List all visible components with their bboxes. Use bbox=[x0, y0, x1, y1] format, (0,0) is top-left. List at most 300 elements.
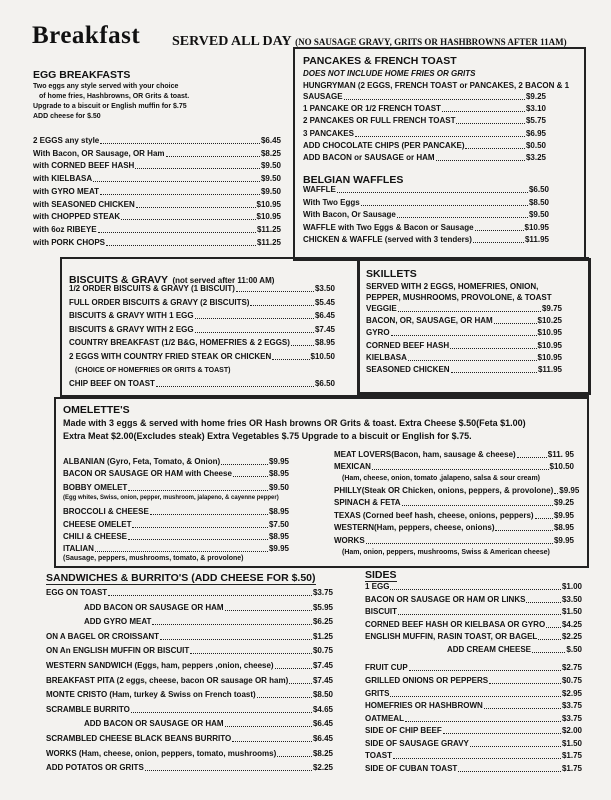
item-price: $10.95 bbox=[537, 340, 562, 350]
item-name: WAFFLE bbox=[303, 185, 336, 194]
menu-item bbox=[33, 239, 281, 247]
menu-item bbox=[303, 224, 549, 232]
item-name: CHICKEN & WAFFLE (served with 3 tenders) bbox=[303, 235, 472, 245]
item-name: COUNTRY BREAKFAST (1/2 B&G, HOMEFRIES & 2 EGGS) bbox=[69, 338, 290, 348]
leader-dots bbox=[225, 610, 312, 611]
leader-dots bbox=[233, 476, 268, 477]
menu-item bbox=[365, 690, 582, 698]
item-price: $9.95 bbox=[553, 536, 574, 545]
omelette-desc-2: Extra Meat $2.00(Excludes steak) Extra Vegetables $.75 Upgrade to a biscuit or English for $.75. bbox=[63, 431, 472, 441]
item-price: $9.50 bbox=[260, 174, 281, 184]
menu-item bbox=[69, 339, 335, 347]
leader-dots bbox=[442, 111, 525, 112]
menu-item bbox=[84, 604, 333, 612]
item-name: BISCUITS & GRAVY WITH 2 EGG bbox=[69, 324, 194, 334]
leader-dots bbox=[100, 143, 260, 144]
item-price: $10.95 bbox=[256, 199, 281, 209]
menu-item bbox=[365, 765, 582, 773]
leader-dots bbox=[405, 721, 561, 722]
item-price: $7.45 bbox=[314, 324, 335, 334]
leader-dots bbox=[195, 332, 314, 333]
item-name: ON An ENGLISH MUFFIN OR BISCUIT bbox=[46, 646, 190, 656]
leader-dots bbox=[484, 708, 561, 709]
item-name: OATMEAL bbox=[365, 713, 404, 723]
menu-item bbox=[63, 533, 289, 541]
item-price: $3.50 bbox=[314, 284, 335, 293]
menu-item bbox=[303, 93, 546, 101]
item-price: $1.50 bbox=[561, 607, 582, 617]
menu-item bbox=[366, 342, 562, 350]
item-name: 1/2 ORDER BISCUITS & GRAVY (1 BISCUIT) bbox=[69, 284, 235, 293]
item-name: with GYRO MEAT bbox=[33, 186, 100, 196]
mexican-note: (Ham, cheese, onion, tomato ,jalapeno, salsa & sour cream) bbox=[342, 475, 541, 482]
leader-dots bbox=[190, 653, 312, 654]
menu-item bbox=[63, 521, 289, 529]
leader-dots bbox=[100, 194, 260, 195]
menu-item bbox=[63, 470, 289, 478]
leader-dots bbox=[225, 726, 312, 727]
item-name: ON A BAGEL OR CROISSANT bbox=[46, 631, 160, 641]
item-name: PHILLY(Steak OR Chicken, onions, peppers, & provolone) bbox=[334, 486, 554, 495]
menu-item bbox=[33, 213, 281, 221]
works-note: (Ham, onion, peppers, mushrooms, Swiss & American cheese) bbox=[342, 549, 550, 556]
leader-dots bbox=[250, 305, 314, 306]
item-name: ADD BACON OR SAUSAGE OR HAM bbox=[84, 719, 224, 729]
menu-item bbox=[63, 458, 289, 466]
skillets-heading: SKILLETS bbox=[366, 268, 417, 280]
leader-dots bbox=[489, 683, 561, 684]
item-name: CORNED BEEF HASH bbox=[366, 340, 450, 350]
menu-item bbox=[303, 236, 549, 244]
item-name: CHILI & CHEESE bbox=[63, 532, 128, 541]
item-price: $2.75 bbox=[561, 663, 582, 673]
leader-dots bbox=[451, 372, 537, 373]
menu-item bbox=[365, 583, 582, 591]
item-price: $6.25 bbox=[312, 617, 333, 627]
item-price: $8.95 bbox=[268, 469, 289, 478]
leader-dots bbox=[275, 668, 312, 669]
leader-dots bbox=[526, 602, 561, 603]
item-name: ALBANIAN (Gyro, Feta, Tomato, & Onion) bbox=[63, 457, 221, 466]
menu-item bbox=[63, 484, 289, 492]
item-name: BOBBY OMELET bbox=[63, 483, 128, 492]
item-price: $11.95 bbox=[524, 235, 549, 245]
menu-item bbox=[334, 451, 574, 459]
leader-dots bbox=[232, 741, 312, 742]
leader-dots bbox=[390, 589, 561, 590]
leader-dots bbox=[366, 543, 553, 544]
item-price: $2.00 bbox=[561, 726, 582, 735]
leader-dots bbox=[195, 318, 314, 319]
item-price: $10.50 bbox=[549, 462, 574, 471]
menu-item bbox=[365, 633, 582, 641]
menu-item bbox=[366, 354, 562, 362]
item-name: SCRAMBLED CHEESE BLACK BEANS BURRITO bbox=[46, 734, 232, 743]
item-price: $9.25 bbox=[553, 498, 574, 507]
item-name: with 6oz RIBEYE bbox=[33, 224, 97, 234]
menu-item bbox=[46, 662, 333, 670]
leader-dots bbox=[156, 386, 314, 387]
menu-item bbox=[33, 137, 281, 145]
leader-dots bbox=[93, 181, 260, 182]
menu-item bbox=[46, 647, 333, 655]
leader-dots bbox=[470, 746, 561, 747]
item-name: with CHOPPED STEAK bbox=[33, 212, 121, 222]
leader-dots bbox=[132, 527, 268, 528]
leader-dots bbox=[272, 359, 309, 360]
item-price: $8.95 bbox=[314, 338, 335, 348]
item-name: ADD GYRO MEAT bbox=[84, 617, 152, 627]
menu-item bbox=[365, 715, 582, 723]
item-price: $6.45 bbox=[312, 719, 333, 729]
leader-dots bbox=[291, 345, 314, 346]
item-price: $9.50 bbox=[268, 483, 289, 492]
leader-dots bbox=[166, 156, 260, 157]
leader-dots bbox=[409, 670, 561, 671]
pancakes-note: DOES NOT INCLUDE HOME FRIES OR GRITS bbox=[303, 69, 476, 78]
item-name: with PORK CHOPS bbox=[33, 237, 106, 247]
menu-item bbox=[33, 150, 281, 158]
waffles-heading: BELGIAN WAFFLES bbox=[303, 174, 404, 186]
item-name: GRITS bbox=[365, 688, 390, 698]
egg-desc-1: Two eggs any style served with your choice bbox=[33, 83, 179, 90]
menu-item bbox=[365, 608, 582, 616]
hungryman-line1: HUNGRYMAN (2 EGGS, FRENCH TOAST or PANCAKES, 2 BACON & 1 bbox=[303, 81, 570, 90]
menu-item bbox=[334, 486, 580, 495]
item-price: $2.25 bbox=[312, 763, 333, 773]
item-price: $0.75 bbox=[312, 646, 333, 656]
leader-dots bbox=[532, 652, 565, 653]
item-name: 2 EGGS any style bbox=[33, 136, 100, 145]
menu-item bbox=[69, 380, 335, 388]
menu-item bbox=[365, 727, 582, 735]
leader-dots bbox=[361, 205, 528, 206]
leader-dots bbox=[465, 148, 524, 149]
item-name: 2 PANCAKES OR FULL FRENCH TOAST bbox=[303, 116, 456, 126]
sides-heading: SIDES bbox=[365, 569, 397, 581]
item-name: 1 PANCAKE OR 1/2 FRENCH TOAST bbox=[303, 104, 441, 114]
leader-dots bbox=[436, 160, 525, 161]
item-price: $9.95 bbox=[559, 486, 580, 495]
item-price: $10.25 bbox=[537, 316, 562, 326]
leader-dots bbox=[277, 756, 312, 757]
item-name: With Two Eggs bbox=[303, 197, 360, 207]
item-name: SIDE OF CHIP BEEF bbox=[365, 726, 442, 735]
item-name: BACON OR SAUSAGE OR HAM OR LINKS bbox=[365, 594, 526, 604]
item-price: $3.75 bbox=[561, 701, 582, 710]
menu-item bbox=[365, 677, 582, 685]
served-note: (NO SAUSAGE GRAVY, GRITS OR HASHBROWNS AFTER 11AM) bbox=[295, 37, 567, 47]
biscuits-heading-note: (not served after 11:00 AM) bbox=[172, 276, 275, 285]
item-price: $8.95 bbox=[553, 523, 574, 532]
item-name: WESTERN SANDWICH (Eggs, ham, peppers ,onion, cheese) bbox=[46, 661, 274, 670]
leader-dots bbox=[456, 123, 525, 124]
item-name: GRILLED ONIONS OR PEPPERS bbox=[365, 676, 489, 685]
menu-item bbox=[303, 154, 546, 162]
item-price: $6.50 bbox=[314, 379, 335, 388]
item-price: $11.25 bbox=[256, 237, 281, 247]
egg-desc-2: of home fries, Hashbrowns, OR Grits & toast. bbox=[39, 93, 190, 100]
item-name: CHIP BEEF ON TOAST bbox=[69, 379, 155, 388]
leader-dots bbox=[450, 348, 536, 349]
item-price: $1.75 bbox=[561, 763, 582, 773]
item-name: SAUSAGE bbox=[303, 92, 343, 101]
item-price: $2.25 bbox=[561, 632, 582, 642]
item-name: ITALIAN bbox=[63, 544, 94, 553]
leader-dots bbox=[495, 530, 552, 531]
item-name: BREAKFAST PITA (2 eggs, cheese, bacon OR sausage OR ham) bbox=[46, 675, 289, 685]
item-name: CHEESE OMELET bbox=[63, 520, 132, 529]
menu-item bbox=[366, 329, 562, 337]
item-price: $1.00 bbox=[561, 582, 582, 591]
item-name: SEASONED CHICKEN bbox=[366, 365, 450, 374]
item-price: $.50 bbox=[566, 644, 582, 654]
item-name: with KIELBASA bbox=[33, 174, 93, 184]
item-price: $1.50 bbox=[561, 738, 582, 748]
leader-dots bbox=[546, 627, 561, 628]
item-name: KIELBASA bbox=[366, 352, 407, 362]
omelette-desc-1: Made with 3 eggs & served with home fries OR Hash browns OR Grits & toast. Extra Cheese $.50(Feta $1.00) bbox=[63, 418, 526, 428]
pancakes-heading: PANCAKES & FRENCH TOAST bbox=[303, 55, 457, 67]
bobby-note: (Egg whites, Swiss, onion, pepper, mushroom, jalapeno, & cayenne pepper) bbox=[63, 495, 279, 501]
leader-dots bbox=[494, 323, 537, 324]
leader-dots bbox=[160, 639, 312, 640]
leader-dots bbox=[402, 505, 553, 506]
leader-dots bbox=[443, 733, 561, 734]
item-name: TEXAS (Corned beef hash, cheese, onions, peppers) bbox=[334, 511, 534, 520]
item-price: $8.50 bbox=[312, 690, 333, 700]
item-name: EGG ON TOAST bbox=[46, 588, 108, 597]
item-name: MEAT LOVERS(Bacon, ham, sausage & cheese) bbox=[334, 450, 516, 459]
menu-item bbox=[46, 589, 333, 597]
menu-item bbox=[69, 353, 335, 361]
menu-item bbox=[303, 130, 546, 138]
item-price: $7.45 bbox=[312, 661, 333, 670]
biscuits-heading-text: BISCUITS & GRAVY bbox=[69, 274, 168, 286]
menu-item bbox=[303, 186, 549, 194]
egg-heading: EGG BREAKFASTS bbox=[33, 69, 131, 81]
item-name: ADD BACON or SAUSAGE or HAM bbox=[303, 153, 435, 162]
item-price: $0.50 bbox=[525, 140, 546, 150]
item-name: With Bacon, OR Sausage, OR Ham bbox=[33, 148, 165, 158]
leader-dots bbox=[257, 697, 312, 698]
menu-item bbox=[365, 740, 582, 748]
item-price: $5.45 bbox=[314, 297, 335, 307]
menu-item bbox=[334, 499, 574, 507]
item-price: $4.65 bbox=[312, 704, 333, 714]
menu-item bbox=[366, 317, 562, 325]
leader-dots bbox=[135, 168, 260, 169]
skillets-desc-2: PEPPER, MUSHROOMS, PROVOLONE, & TOAST bbox=[366, 293, 552, 302]
item-price: $10.95 bbox=[524, 222, 549, 232]
menu-item bbox=[69, 299, 335, 307]
leader-dots bbox=[95, 551, 268, 552]
leader-dots bbox=[98, 232, 256, 233]
item-name: CORNED BEEF HASH OR KIELBASA OR GYRO bbox=[365, 619, 546, 629]
item-price: $8.50 bbox=[528, 197, 549, 207]
item-name: 1 EGG bbox=[365, 582, 390, 591]
item-price: $10.95 bbox=[537, 328, 562, 338]
menu-item bbox=[365, 596, 582, 604]
leader-dots bbox=[337, 192, 528, 193]
egg-desc-3: Upgrade to a biscuit or English muffin for $.75 bbox=[33, 103, 187, 110]
leader-dots bbox=[473, 242, 524, 243]
item-name: WAFFLE with Two Eggs & Bacon or Sausage bbox=[303, 222, 474, 232]
menu-item bbox=[46, 706, 333, 714]
leader-dots bbox=[128, 539, 268, 540]
menu-item bbox=[303, 199, 549, 207]
menu-item bbox=[365, 702, 582, 710]
leader-dots bbox=[398, 311, 541, 312]
item-name: FULL ORDER BISCUITS & GRAVY (2 BISCUITS) bbox=[69, 297, 250, 307]
menu-item bbox=[33, 175, 281, 183]
item-price: $1.25 bbox=[312, 631, 333, 641]
item-price: $11.95 bbox=[537, 365, 562, 374]
menu-item bbox=[334, 537, 574, 545]
leader-dots bbox=[131, 712, 312, 713]
item-name: GYRO bbox=[366, 328, 390, 338]
menu-item bbox=[366, 305, 562, 313]
item-name: SCRAMBLE BURRITO bbox=[46, 704, 130, 714]
leader-dots bbox=[236, 291, 314, 292]
item-price: $9.95 bbox=[268, 457, 289, 466]
item-price: $6.95 bbox=[525, 128, 546, 138]
leader-dots bbox=[393, 758, 561, 759]
leader-dots bbox=[136, 207, 256, 208]
item-price: $3.75 bbox=[561, 713, 582, 723]
menu-item bbox=[334, 512, 574, 520]
menu-item bbox=[365, 664, 582, 672]
item-name: BROCCOLI & CHEESE bbox=[63, 507, 149, 516]
biscuits-choice: (CHOICE OF HOMEFRIES OR GRITS & TOAST) bbox=[75, 367, 231, 374]
item-price: $3.10 bbox=[525, 104, 546, 114]
menu-item bbox=[366, 366, 562, 374]
menu-item bbox=[46, 750, 333, 758]
leader-dots bbox=[150, 514, 268, 515]
menu-item bbox=[84, 618, 333, 626]
item-price: $6.45 bbox=[314, 311, 335, 321]
item-name: ADD BACON OR SAUSAGE OR HAM bbox=[84, 602, 224, 612]
leader-dots bbox=[397, 217, 528, 218]
item-name: With Bacon, Or Sausage bbox=[303, 210, 396, 220]
item-price: $11.25 bbox=[256, 224, 281, 234]
item-price: $10.95 bbox=[256, 212, 281, 222]
menu-item bbox=[33, 201, 281, 209]
leader-dots bbox=[128, 490, 268, 491]
menu-item bbox=[303, 117, 546, 125]
item-price: $11. 95 bbox=[547, 450, 574, 459]
leader-dots bbox=[344, 99, 525, 100]
menu-item bbox=[334, 463, 574, 471]
menu-item bbox=[33, 188, 281, 196]
leader-dots bbox=[221, 464, 268, 465]
item-name: MONTE CRISTO (Ham, turkey & Swiss on French toast) bbox=[46, 690, 256, 700]
item-price: $8.25 bbox=[260, 148, 281, 158]
leader-dots bbox=[517, 457, 547, 458]
menu-item bbox=[46, 633, 333, 641]
item-price: $9.75 bbox=[541, 304, 562, 313]
item-name: with SEASONED CHICKEN bbox=[33, 199, 135, 209]
item-price: $9.50 bbox=[528, 210, 549, 220]
item-price: $8.95 bbox=[268, 507, 289, 516]
leader-dots bbox=[398, 614, 561, 615]
menu-item bbox=[69, 312, 335, 320]
leader-dots bbox=[554, 493, 558, 494]
sandwiches-heading: SANDWICHES & BURRITO'S (ADD CHEESE FOR $.50) bbox=[46, 572, 316, 584]
item-price: $0.75 bbox=[561, 676, 582, 685]
menu-item bbox=[303, 211, 549, 219]
item-price: $8.25 bbox=[312, 748, 333, 758]
item-name: SIDE OF SAUSAGE GRAVY bbox=[365, 738, 469, 748]
item-price: $6.50 bbox=[528, 185, 549, 194]
leader-dots bbox=[475, 230, 524, 231]
item-price: $7.50 bbox=[268, 520, 289, 529]
item-name: ADD CHOCOLATE CHIPS (PER PANCAKE) bbox=[303, 140, 465, 150]
item-price: $6.45 bbox=[260, 136, 281, 145]
egg-desc-4: ADD cheese for $.50 bbox=[33, 113, 101, 120]
item-price: $1.75 bbox=[561, 751, 582, 761]
item-name: ENGLISH MUFFIN, RASIN TOAST, OR BAGEL bbox=[365, 632, 538, 642]
leader-dots bbox=[538, 639, 561, 640]
item-price: $4.25 bbox=[561, 619, 582, 629]
item-price: $3.75 bbox=[312, 588, 333, 597]
item-name: BACON OR SAUSAGE OR HAM with Cheese bbox=[63, 469, 232, 478]
item-name: WORKS (Ham, cheese, onion, peppers, tomato, mushrooms) bbox=[46, 748, 277, 758]
item-name: WORKS bbox=[334, 536, 365, 545]
item-name: TOAST bbox=[365, 751, 392, 761]
leader-dots bbox=[152, 624, 312, 625]
item-name: WESTERN(Ham, peppers, cheese, onions) bbox=[334, 523, 495, 532]
menu-item bbox=[303, 105, 546, 113]
item-price: $9.50 bbox=[260, 186, 281, 196]
menu-item bbox=[46, 735, 333, 743]
leader-dots bbox=[108, 595, 312, 596]
menu-title: Breakfast bbox=[32, 22, 141, 49]
item-name: MEXICAN bbox=[334, 462, 371, 471]
item-name: SIDE OF CUBAN TOAST bbox=[365, 763, 458, 773]
leader-dots bbox=[390, 696, 561, 697]
leader-dots bbox=[372, 469, 549, 470]
item-price: $3.50 bbox=[561, 594, 582, 604]
item-price: $9.25 bbox=[525, 92, 546, 101]
menu-item bbox=[46, 691, 333, 699]
item-price: $3.25 bbox=[525, 153, 546, 162]
item-price: $7.45 bbox=[312, 675, 333, 685]
item-price: $9.95 bbox=[268, 544, 289, 553]
leader-dots bbox=[145, 770, 312, 771]
skillets-desc-1: SERVED WITH 2 EGGS, HOMEFRIES, ONION, bbox=[366, 282, 539, 291]
menu-item bbox=[46, 677, 333, 685]
menu-item bbox=[46, 764, 333, 772]
item-price: $9.50 bbox=[260, 161, 281, 171]
item-price: $9.95 bbox=[553, 511, 574, 520]
leader-dots bbox=[106, 245, 256, 246]
menu-item bbox=[447, 646, 582, 654]
item-name: with CORNED BEEF HASH bbox=[33, 161, 135, 171]
leader-dots bbox=[535, 518, 553, 519]
item-name: FRUIT CUP bbox=[365, 663, 408, 673]
menu-item bbox=[33, 162, 281, 170]
italian-note: (Sausage, peppers, mushrooms, tomato, & provolone) bbox=[63, 555, 244, 562]
item-name: VEGGIE bbox=[366, 304, 397, 313]
menu-item bbox=[84, 720, 333, 728]
menu-item bbox=[63, 508, 289, 516]
leader-dots bbox=[391, 335, 537, 336]
leader-dots bbox=[289, 683, 312, 684]
item-name: 3 PANCAKES bbox=[303, 128, 354, 138]
menu-item bbox=[334, 524, 574, 532]
menu-item bbox=[365, 621, 582, 629]
